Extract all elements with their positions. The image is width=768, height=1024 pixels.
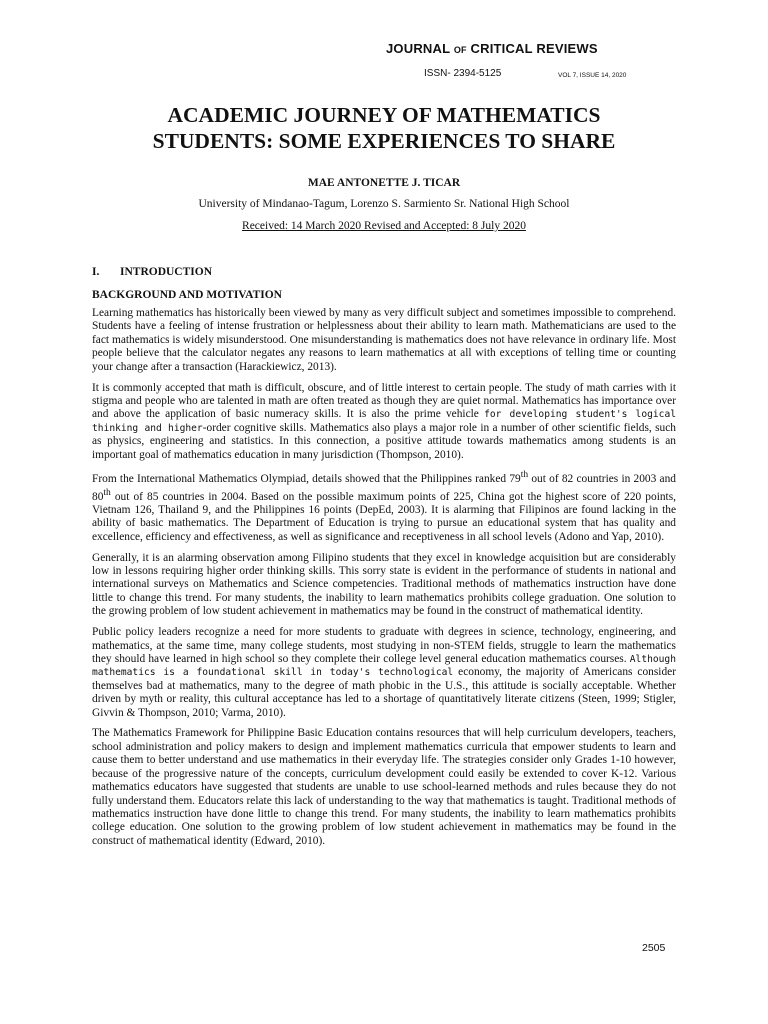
paragraph: Generally, it is an alarming observation among Filipino students that they excel in knowledge acquisition but are considerably low in lessons requiring higher order thinking skills. This sorry state is evident in the performance of students in national and international surveys on Mathematics and Science competencies. Traditional methods of mathematics instruction have done little to change this trend. For many students, the inability to learn mathematics prohibits college graduation. One solution to the growing problem of low student achievement in mathematics may be found in the construct of mathematical identity.: [92, 551, 676, 618]
section-title: INTRODUCTION: [120, 266, 213, 278]
author-name: MAE ANTONETTE J. TICAR: [307, 177, 461, 189]
journal-name-part: CRITICAL REVIEWS: [466, 41, 598, 56]
received-dates: Received: 14 March 2020 Revised and Accepted: 8 July 2020: [242, 220, 526, 232]
author-affiliation: University of Mindanao-Tagum, Lorenzo S. Sarmiento Sr. National High School: [198, 198, 570, 210]
paragraph: [92, 469, 676, 544]
issn: ISSN- 2394-5125: [424, 68, 502, 79]
paragraph-text-alt-font: for developing student's logical thinking and higher: [92, 409, 676, 434]
paragraph-text: -order cognitive skills. Mathematics also plays a major role in a number of other scientific fields, such as physics, engineering and statistics. In this connection, a positive attitude towards mathematics among students is an important goal of mathematics education in many jurisdiction (Thompson, 2010).: [92, 421, 676, 461]
article-title: [90, 102, 678, 154]
journal-name: [386, 41, 598, 56]
article-body: [92, 307, 676, 856]
paragraph-text-alt-font: Although mathematics is a foundational skill in today's technological: [92, 653, 676, 679]
superscript: th: [103, 487, 111, 498]
section-number: I.: [92, 266, 100, 278]
superscript: th: [520, 470, 529, 481]
journal-name-part: JOURNAL: [386, 41, 454, 56]
paragraph-text: out of 82 countries in 2003 and 80: [92, 473, 677, 503]
journal-name-of: OF: [453, 45, 467, 55]
section-heading: [92, 266, 212, 278]
title-line: STUDENTS: SOME EXPERIENCES TO SHARE: [152, 129, 616, 153]
paragraph-text: Public policy leaders recognize a need for more students to graduate with degrees in science, technology, engineering, and mathematics, at the same time, many college students, most studying in non-STEM fields, struggle to learn the mathematics they should have learned in high school so they complete their college level general education mathematics courses.: [92, 626, 676, 665]
paragraph: [92, 626, 676, 720]
paragraph: [92, 382, 676, 462]
paragraph: Learning mathematics has historically been viewed by many as very difficult subject and sometimes impossible to comprehend. Students have a feeling of intense frustration or helplessness about their ability to learn math. Mathematicians are used to the fact mathematics is widely misunderstood. One misunderstanding is mathematics does not have relevance in ordinary life. Most people believe that the calculator negates any reasons to learn mathematics at all with exceptions of telling time or counting your change after a transaction (Harackiewicz, 2013).: [92, 307, 676, 373]
paragraph-text: economy, the majority of Americans consider themselves bad at mathematics, many to the degree of math phobic in the U.S., this attitude is socially acceptable. Whether driven by myth or reality, this cultural acceptance has led to a shortage of quantitatively literate citizens (Steen, 1999; Stigler, Givvin & Thompson, 2010; Varma, 2010).: [92, 666, 676, 719]
page-number: 2505: [642, 942, 666, 954]
paragraph-text: It is commonly accepted that math is difficult, obscure, and of little interest to certain people. The study of math carries with it stigma and people who are talented in math are often treated as though they are quiet normal. Mathematics has importance over and above the application of basic numeracy skills. It is also the prime vehicle: [92, 381, 676, 421]
title-line: ACADEMIC JOURNEY OF MATHEMATICS: [167, 103, 601, 127]
subsection-heading: BACKGROUND AND MOTIVATION: [92, 289, 282, 301]
paragraph: The Mathematics Framework for Philippine Basic Education contains resources that will help curriculum developers, teachers, school administration and policy makers to design and implement mathematics curricula that empower students to learn and cause them to better understand and use mathematics in their everyday life. The strategies consider only Grades 1-10 however, because of the progressive nature of the concepts, curriculum development could easily be extended to cover K-12. Various mathematics educators have suggested that students are unable to use school-learned methods and rules because they do not fully understand them. Educators relate this lack of understanding to the way that mathematics is taught. Traditional methods of mathematics instruction have done little to change this trend. For many students, the inability to learn mathematics prohibits college education. One solution to the growing problem of low student achievement in mathematics may be found in the construct of mathematical identity (Edward, 2010).: [92, 727, 676, 847]
paragraph-text: From the International Mathematics Olympiad, details showed that the Philippines ranked 79: [92, 473, 521, 486]
paragraph-text: out of 85 countries in 2004. Based on the possible maximum points of 225, China got the highest score of 220 points, Vietnam 126, Thailand 9, and the Philippines 16 points (DepEd, 2003). It is alarming that Filipinos are found lacking in the ability of basic mathematics. The Department of Education is trying to pursue an educational system that has quality and excellence, efficiency and effectiveness, as well as significance and receptiveness in all school levels (Adono and Yap, 2010).: [92, 490, 676, 543]
volume-issue: VOL 7, ISSUE 14, 2020: [558, 72, 627, 79]
